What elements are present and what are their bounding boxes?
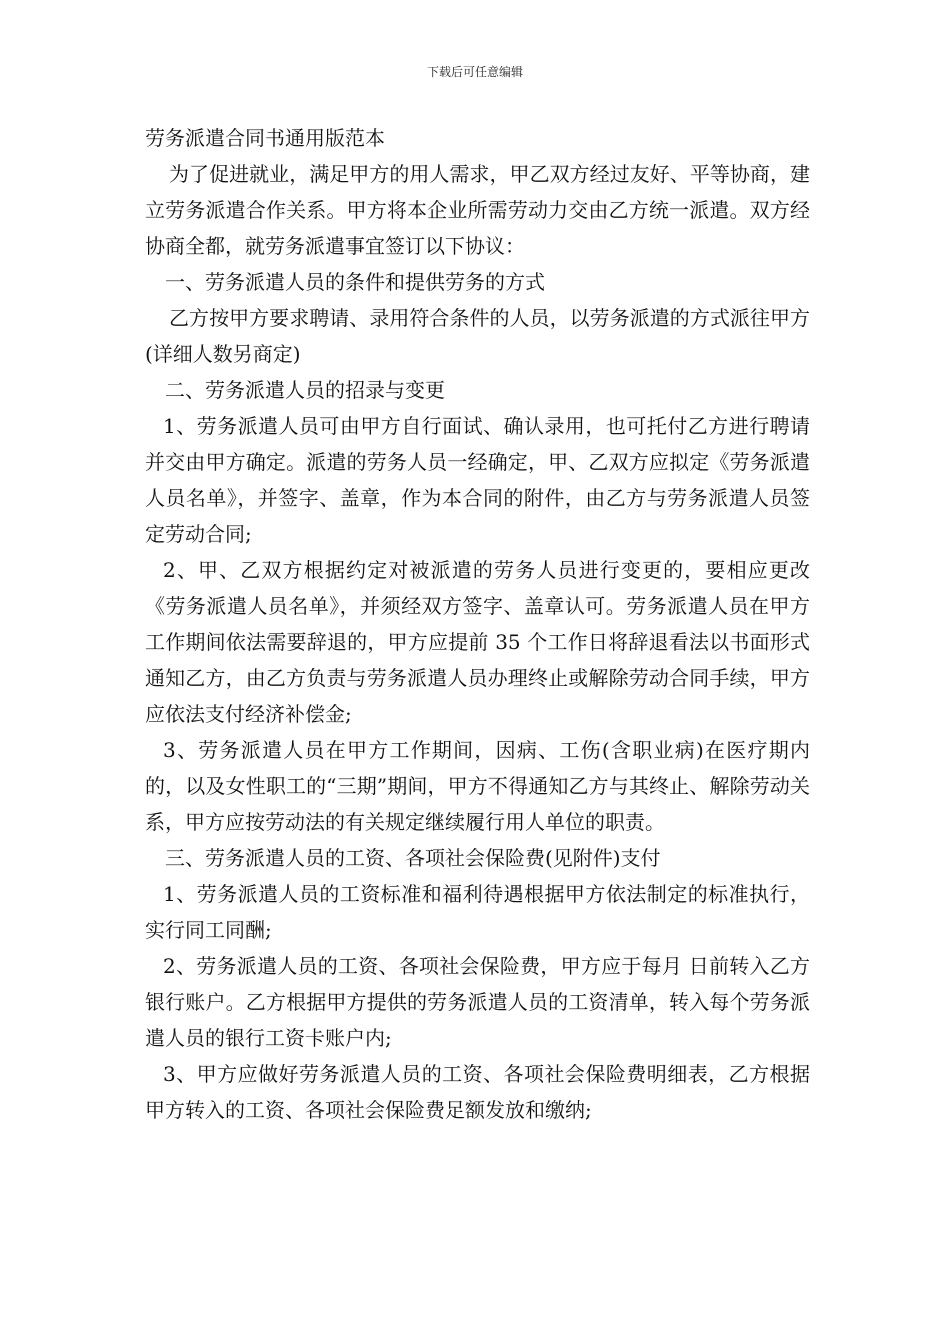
section-heading-3: 三、劳务派遣人员的工资、各项社会保险费(见附件)支付 <box>165 846 661 870</box>
intro-paragraph: 为了促进就业，满足甲方的用人需求，甲乙双方经过友好、平等协商，建立劳务派遣合作关系。甲方将本企业所需劳动力交由乙方统一派遣。双方经协商全都，就劳务派遣事宜签订以下协议： <box>145 162 810 258</box>
document-title: 劳务派遣合同书通用版范本 <box>145 126 385 150</box>
section-heading-2: 二、劳务派遣人员的招录与变更 <box>165 378 445 402</box>
section-heading-1: 一、劳务派遣人员的条件和提供劳务的方式 <box>165 270 545 294</box>
page-header-note: 下载后可任意编辑 <box>426 65 523 79</box>
document-body <box>145 120 810 1128</box>
section-2-item-3: 3、劳务派遣人员在甲方工作期间，因病、工伤(含职业病)在医疗期内的，以及女性职工的“三期”期间，甲方不得通知乙方与其终止、解除劳动关系，甲方应按劳动法的有关规定继续履行用人单位的职责。 <box>145 738 810 834</box>
section-3-item-2: 2、劳务派遣人员的工资、各项社会保险费，甲方应于每月 日前转入乙方银行账户。乙方根据甲方提供的劳务派遣人员的工资清单，转入每个劳务派遣人员的银行工资卡账户内; <box>145 954 810 1050</box>
section-2-item-1: 1、劳务派遣人员可由甲方自行面试、确认录用，也可托付乙方进行聘请并交由甲方确定。派遣的劳务人员一经确定，甲、乙双方应拟定《劳务派遣人员名单》，并签字、盖章，作为本合同的附件，由乙方与劳务派遣人员签定劳动合同; <box>145 414 810 546</box>
section-2-item-2: 2、甲、乙双方根据约定对被派遣的劳务人员进行变更的，要相应更改《劳务派遣人员名单》，并须经双方签字、盖章认可。劳务派遣人员在甲方工作期间依法需要辞退的，甲方应提前 35 个工作日将辞退看法以书面形式通知乙方，由乙方负责与劳务派遣人员办理终止或解除劳动合同手续，甲方应依法支付经济补偿金; <box>145 558 810 726</box>
section-3-item-3: 3、甲方应做好劳务派遣人员的工资、各项社会保险费明细表，乙方根据甲方转入的工资、各项社会保险费足额发放和缴纳; <box>145 1062 810 1122</box>
section-1-paragraph: 乙方按甲方要求聘请、录用符合条件的人员，以劳务派遣的方式派往甲方(详细人数另商定) <box>145 306 810 366</box>
section-3-item-1: 1、劳务派遣人员的工资标准和福利待遇根据甲方依法制定的标准执行，实行同工同酬; <box>145 882 810 942</box>
